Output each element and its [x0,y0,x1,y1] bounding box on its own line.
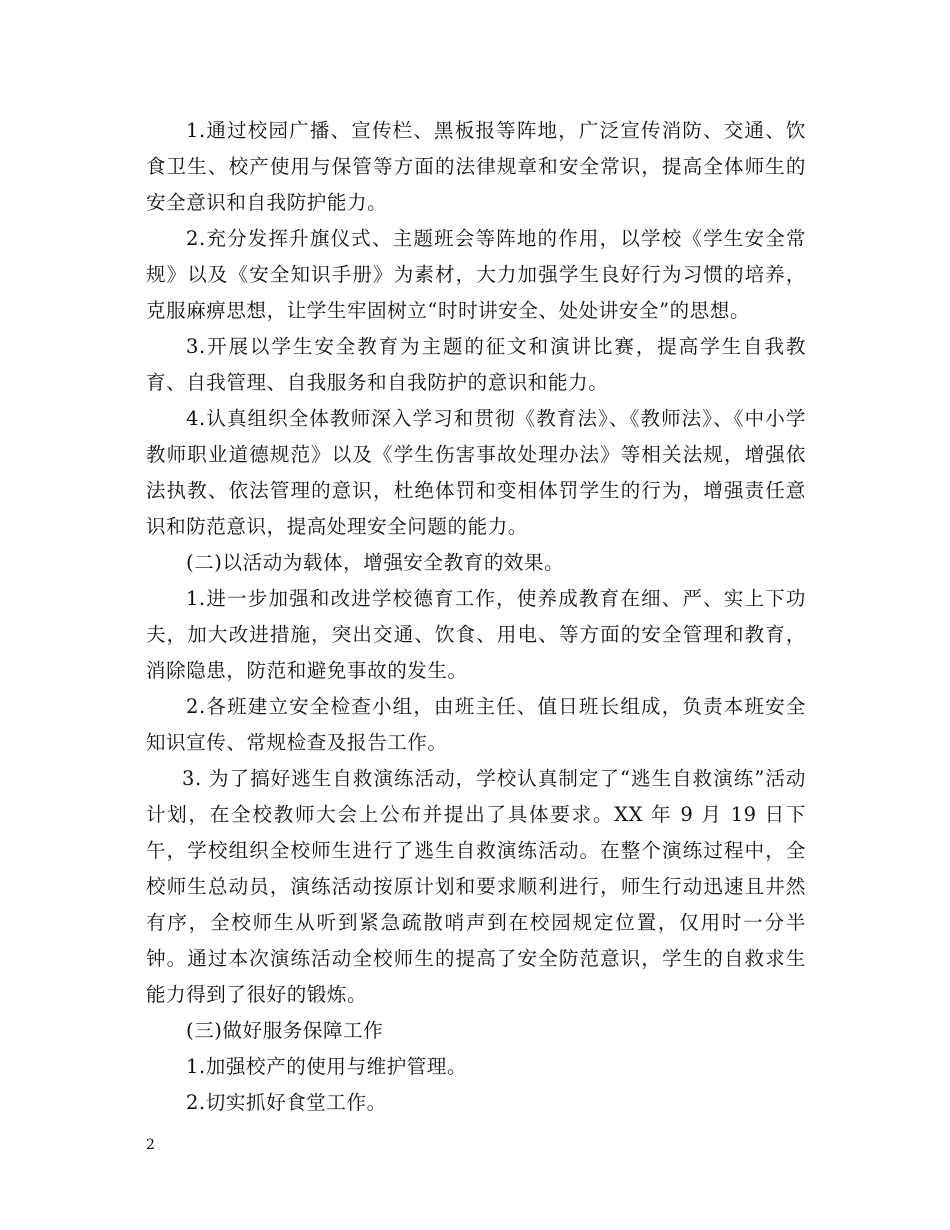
paragraph-inspection-groups: 2.各班建立安全检查小组，由班主任、值日班长组成，负责本班安全知识宣传、常规检查及报告工作。 [146,695,806,754]
paragraph-essay-contest: 3.开展以学生安全教育为主题的征文和演讲比赛，提高学生自我教育、自我管理、自我服务和自我防护的意识和能力。 [146,335,806,394]
section-heading-activities: (二)以活动为载体，增强安全教育的效果。 [186,551,565,574]
paragraph-flag-ceremony: 2.充分发挥升旗仪式、主题班会等阵地的作用，以学校《学生安全常规》以及《安全知识手册》为素材，大力加强学生良好行为习惯的培养，克服麻痹思想，让学生牢固树立“时时讲安全、处处讲安全”的思想。 [146,227,806,322]
paragraph-moral-education: 1.进一步加强和改进学校德育工作，使养成教育在细、严、实上下功夫，加大改进措施，突出交通、饮食、用电、等方面的安全管理和教育，消除隐患，防范和避免事故的发生。 [146,587,806,682]
paragraph-evacuation-drill: 3. 为了搞好逃生自救演练活动，学校认真制定了“逃生自救演练”活动计划，在全校教师大会上公布并提出了具体要求。XX 年 9 月 19 日下午，学校组织全校师生进行了逃生自救演练活动。在整个演练过程中，全校师生总动员，演练活动按原计划和要求顺利进行，师生行动迅速且井然有序，全校师生从听到紧急疏散哨声到在校园规定位置，仅用时一分半钟。通过本次演练活动全校师生的提高了安全防范意识，学生的自救求生能力得到了很好的锻炼。 [146,767,806,1006]
paragraph-canteen: 2.切实抓好食堂工作。 [186,1091,387,1114]
paragraph-school-property: 1.加强校产的使用与维护管理。 [186,1055,468,1078]
paragraph-safety-publicity: 1.通过校园广播、宣传栏、黑板报等阵地，广泛宣传消防、交通、饮食卫生、校产使用与保管等方面的法律规章和安全常识，提高全体师生的安全意识和自我防护能力。 [146,119,806,214]
document-body [146,113,806,1121]
paragraph-teacher-law-study: 4.认真组织全体教师深入学习和贯彻《教育法》、《教师法》、《中小学教师职业道德规范》以及《学生伤害事故处理办法》等相关法规，增强依法执教、依法管理的意识，杜绝体罚和变相体罚学生的行为，增强责任意识和防范意识，提高处理安全问题的能力。 [146,407,806,538]
page-number: 2 [146,1137,155,1153]
section-heading-service: (三)做好服务保障工作 [186,1019,384,1042]
